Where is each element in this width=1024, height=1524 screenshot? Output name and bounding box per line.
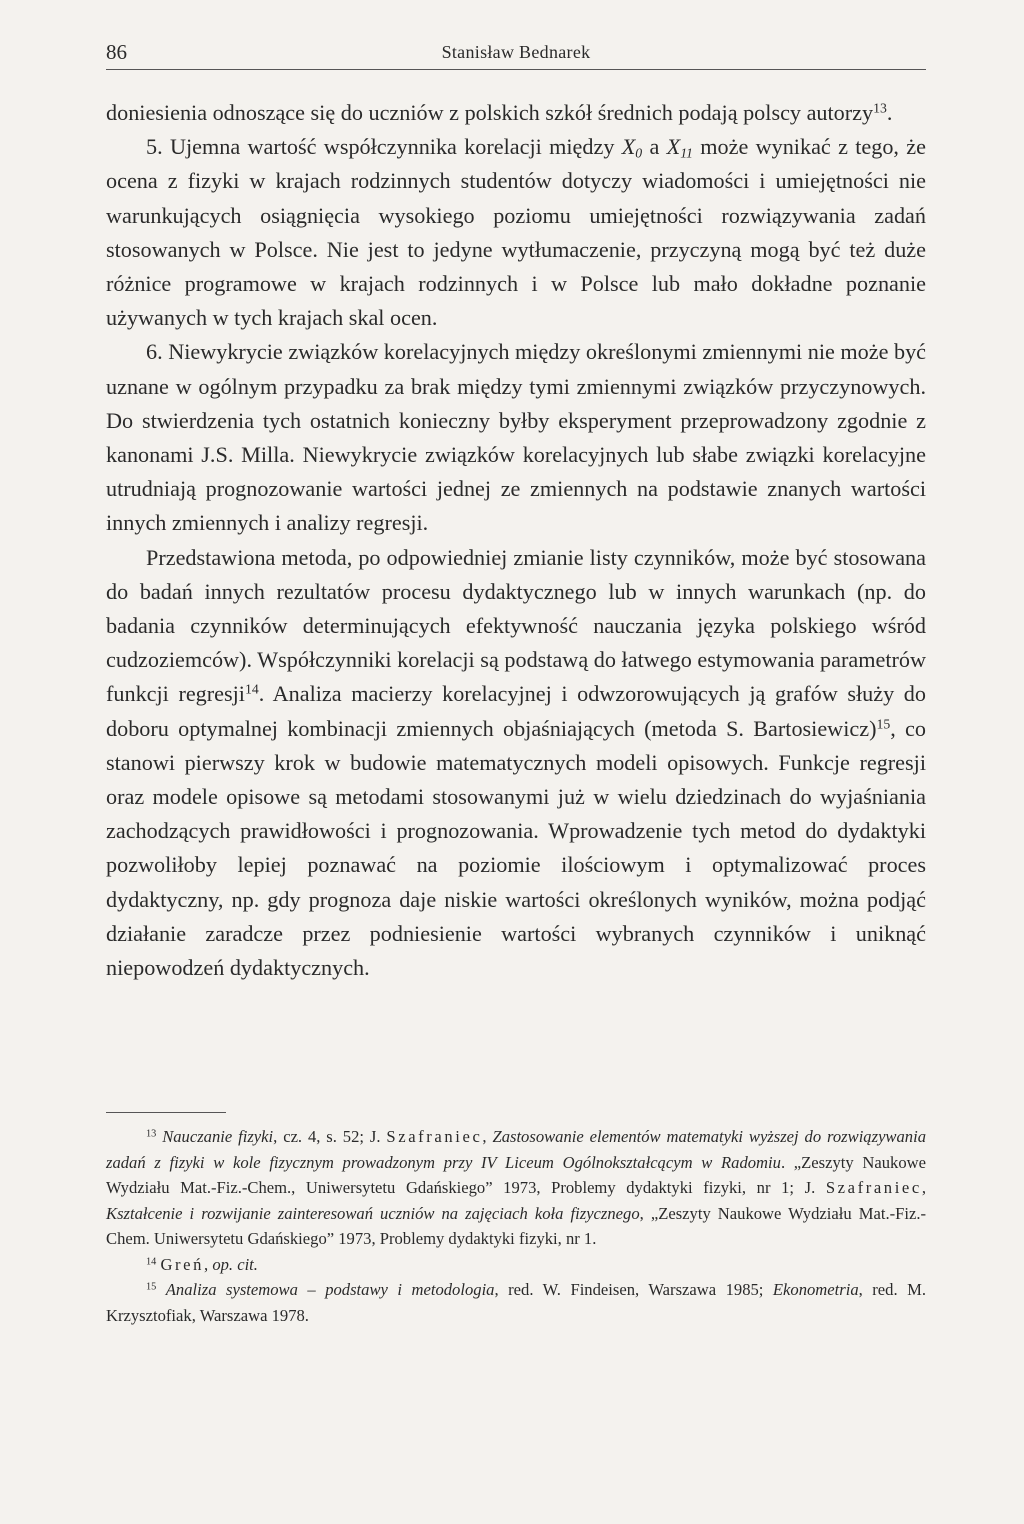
page-header — [106, 40, 926, 70]
header-rule — [106, 69, 926, 70]
paragraph-continuation: doniesienia odnoszące się do uczniów z polskich szkół średnich podają polscy autorzy$^{13}$. — [106, 100, 893, 125]
variable-x11: $X_{11}$ — [666, 134, 693, 161]
page-number: 86 — [106, 40, 127, 64]
variable-x0: $X_0$ — [621, 134, 643, 161]
footnote-ref-15: 15 — [876, 716, 891, 732]
running-head: Stanisław Bednarek — [441, 42, 591, 62]
footnotes — [106, 1124, 926, 1328]
footnote-13: $^{13}$ Nauczanie fizyki, cz. 4, s. 52; J. Szafraniec, Zastosowanie elementów matematyki wyższej do rozwiązywania zadań z fizyki w kole fizycznym prowadzonym przy IV Liceum Ogólnokształcącym w Radomiu. „Zeszyty Naukowe Wydziału Mat.-Fiz.-Chem., Uniwersytetu Gdańskiego” 1973, Problemy dydaktyki fizyki, nr 1; J. Szafraniec, Kształcenie i rozwijanie zainteresowań uczniów na zajęciach koła fizycznego, „Zeszyty Naukowe Wydziału Mat.-Fiz.-Chem. Uniwersytetu Gdańskiego” 1973, Problemy dydaktyki fizyki, nr 1. — [106, 1127, 927, 1248]
footnote-ref-13: 13 — [873, 100, 887, 116]
footnote-ref-14: 14 — [244, 681, 259, 697]
paragraph-point-6: 6. Niewykrycie związków korelacyjnych między określonymi zmiennymi nie może być uznane w ogólnym przypadku za brak między tymi zmiennymi związków przyczynowych. Do stwierdzenia tych ostatnich konieczny byłby eksperyment przeprowadzony zgodnie z kanonami J.S. Milla. Niewykrycie związków korelacyjnych lub słabe związki korelacyjne utrudniają prognozowanie wartości jednej ze zmiennych na podstawie znanych wartości innych zmiennych i analizy regresji. — [106, 339, 927, 536]
footnote-rule — [106, 1112, 226, 1113]
paragraph-point-5: 5. Ujemna wartość współczynnika korelacji między $X_0$ a $X_{11}$ może wynikać z tego, że ocena z fizyki w krajach rodzinnych studentów dotyczy wiadomości i umiejętności nie warunkujących osiągnięcia wysokiego poziomu umiejętności rozwiązywania zadań stosowanych w Polsce. Nie jest to jedyne wytłumaczenie, przyczyną mogą być też duże różnice programowe w krajach rodzinnych i w Polsce lub mało dokładne poznanie używanych w tych krajach skal ocen. — [106, 134, 926, 331]
paragraph-method: Przedstawiona metoda, po odpowiedniej zmianie listy czynników, może być stosowana do badań innych rezultatów procesu dydaktycznego lub w innych warunkach (np. do badania czynników determinujących efektywność nauczania języka polskiego wśród cudzoziemców). Współczynniki korelacji są podstawą do łatwego estymowania parametrów funkcji regresji$^{14}$. Analiza macierzy korelacyjnej i odwzorowujących ją grafów służy do doboru optymalnej kombinacji zmiennych objaśniających (metoda S. Bartosiewicz)$^{15}$, co stanowi pierwszy krok w budowie matematycznych modeli opisowych. Funkcje regresji oraz modele opisowe są metodami stosowanymi już w wielu dziedzinach do wyjaśniania zachodzących prawidłowości i prognozowania. Wprowadzenie tych metod do dydaktyki pozwoliłoby lepiej poznawać na poziomie ilościowym i optymalizować proces dydaktyczny, np. gdy prognoza daje niskie wartości określonych wyników, można podjąć działanie zaradcze przez podniesienie wartości wybranych czynników i uniknąć niepowodzeń dydaktycznych. — [106, 544, 926, 981]
body-text — [106, 96, 926, 985]
footnote-14: $^{14}$ Greń, op. cit. — [146, 1254, 258, 1274]
footnote-15: $^{15}$ Analiza systemowa – podstawy i metodologia, red. W. Findeisen, Warszawa 1985; Ekonometria, red. M. Krzysztofiak, Warszawa 1978. — [106, 1280, 927, 1325]
